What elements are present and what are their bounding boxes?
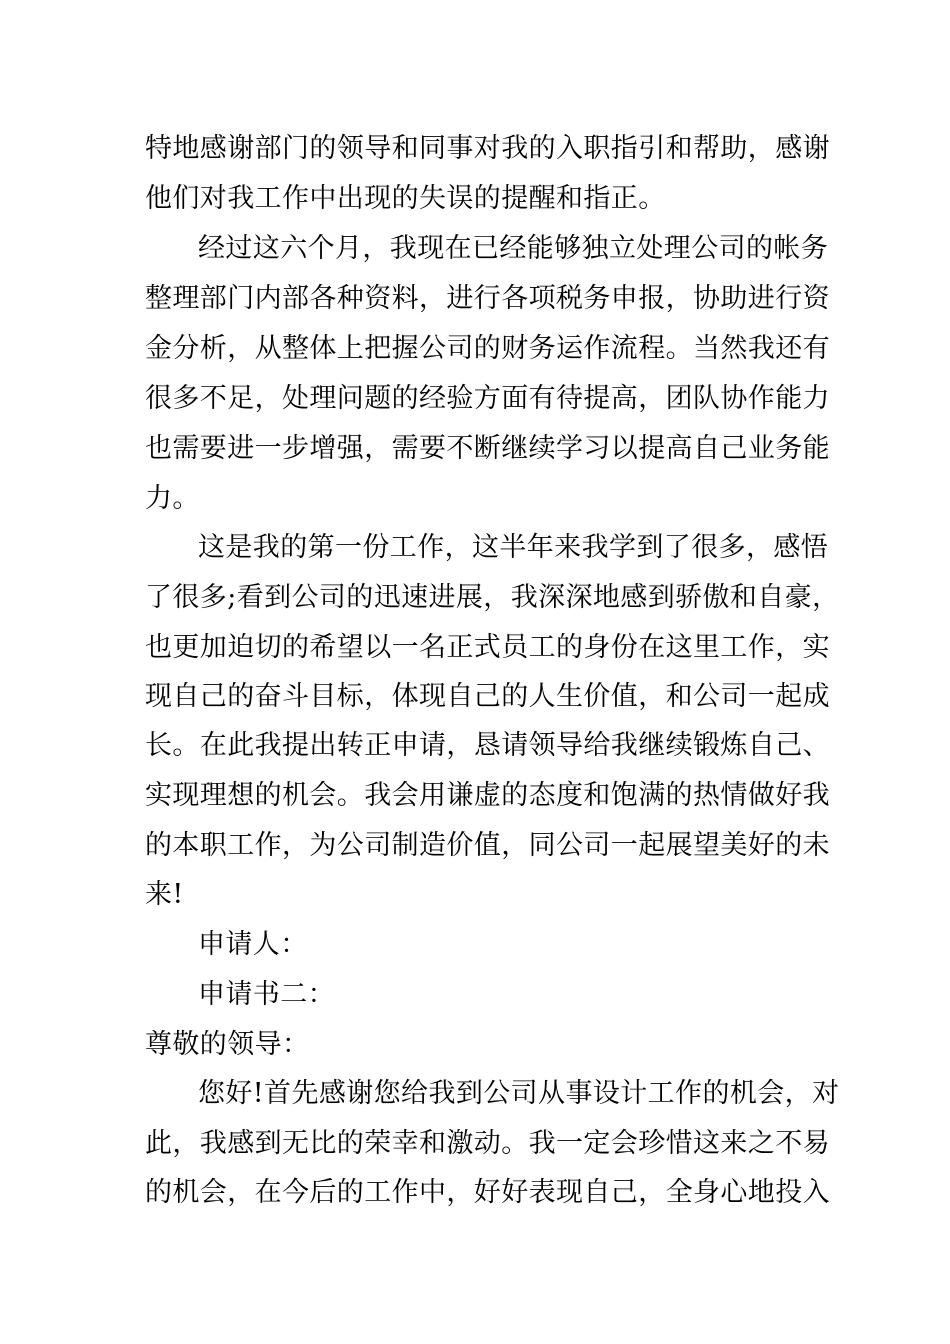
text-line: 现自己的奋斗目标，体现自己的人生价值，和公司一起成 [145,681,830,712]
signature-label: 申请人： [198,929,308,960]
text-line: 的机会，在今后的工作中，好好表现自己，全身心地投入 [145,1177,830,1208]
section-heading: 申请书二： [198,979,335,1010]
text-line: 了很多;看到公司的迅速进展，我深深地感到骄傲和自豪， [145,582,840,613]
text-line: 整理部门内部各种资料，进行各项税务申报，协助进行资 [145,283,830,314]
text-line: 也更加迫切的希望以一名正式员工的身份在这里工作，实 [145,632,830,663]
text-line: 力。 [145,483,200,514]
text-line: 此，我感到无比的荣幸和激动。我一定会珍惜这来之不易 [145,1128,830,1159]
text-line: 也需要进一步增强，需要不断继续学习以提高自己业务能 [145,433,830,464]
text-line: 这是我的第一份工作，这半年来我学到了很多，感悟 [198,532,829,563]
text-line: 很多不足，处理问题的经验方面有待提高，团队协作能力 [145,383,830,414]
salutation: 尊敬的领导： [145,1029,310,1060]
text-line: 实现理想的机会。我会用谦虚的态度和饱满的热情做好我 [145,780,830,811]
text-line: 您好!首先感谢您给我到公司从事设计工作的机会，对 [198,1078,840,1109]
text-line: 他们对我工作中出现的失误的提醒和指正。 [145,183,666,214]
text-line: 长。在此我提出转正申请，恳请领导给我继续锻炼自己、 [145,730,830,761]
text-line: 来! [145,879,184,910]
text-line: 经过这六个月，我现在已经能够独立处理公司的帐务 [198,233,829,264]
text-line: 特地感谢部门的领导和同事对我的入职指引和帮助，感谢 [145,133,830,164]
text-line: 金分析，从整体上把握公司的财务运作流程。当然我还有 [145,333,830,364]
text-line: 的本职工作，为公司制造价值，同公司一起展望美好的未 [145,830,830,861]
